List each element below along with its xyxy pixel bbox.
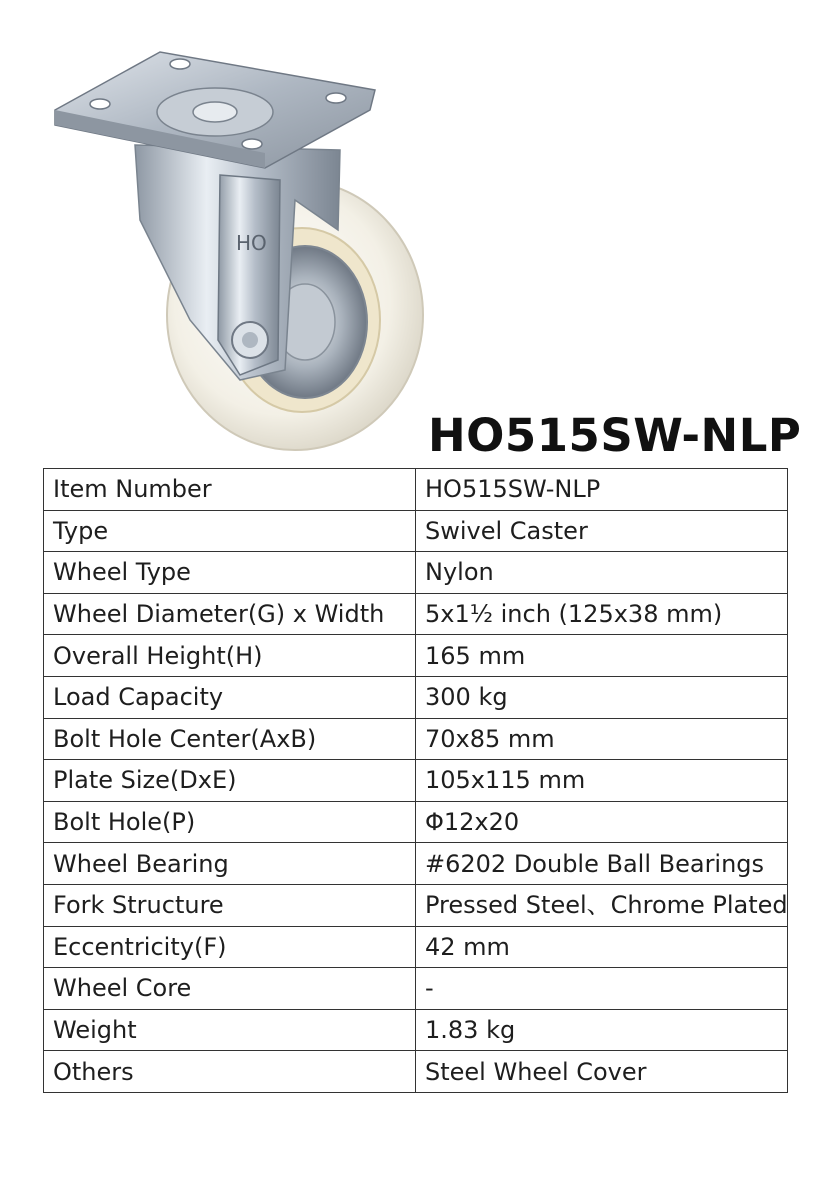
spec-value: Steel Wheel Cover — [416, 1051, 788, 1093]
caster-illustration — [40, 40, 440, 470]
bolt-hole — [90, 99, 110, 109]
spec-value: Φ12x20 — [416, 801, 788, 843]
fork-mark: HO — [236, 231, 267, 255]
spec-value: 70x85 mm — [416, 718, 788, 760]
table-row — [44, 676, 788, 718]
spec-label: Weight — [44, 1009, 416, 1051]
product-photo — [40, 40, 440, 470]
spec-label: Plate Size(DxE) — [44, 760, 416, 802]
spec-label: Overall Height(H) — [44, 635, 416, 677]
spec-value: 42 mm — [416, 926, 788, 968]
spec-value: 1.83 kg — [416, 1009, 788, 1051]
bolt-hole — [170, 59, 190, 69]
spec-value: 105x115 mm — [416, 760, 788, 802]
spec-label: Fork Structure — [44, 884, 416, 926]
table-row — [44, 718, 788, 760]
spec-label: Type — [44, 510, 416, 552]
table-row — [44, 801, 788, 843]
table-row — [44, 968, 788, 1010]
table-row — [44, 593, 788, 635]
table-row — [44, 1009, 788, 1051]
spec-value: 300 kg — [416, 676, 788, 718]
spec-value: - — [416, 968, 788, 1010]
spec-value: Nylon — [416, 552, 788, 594]
table-row — [44, 635, 788, 677]
product-title: HO515SW-NLP — [428, 409, 802, 462]
table-row — [44, 843, 788, 885]
spec-label: Others — [44, 1051, 416, 1093]
table-row — [44, 760, 788, 802]
bolt-hole — [326, 93, 346, 103]
spec-value: Swivel Caster — [416, 510, 788, 552]
spec-label: Wheel Core — [44, 968, 416, 1010]
table-row — [44, 552, 788, 594]
spec-label: Wheel Diameter(G) x Width — [44, 593, 416, 635]
spec-label: Wheel Type — [44, 552, 416, 594]
spec-value: 5x1½ inch (125x38 mm) — [416, 593, 788, 635]
table-row — [44, 469, 788, 511]
table-row — [44, 884, 788, 926]
spec-value: #6202 Double Ball Bearings — [416, 843, 788, 885]
table-row — [44, 510, 788, 552]
table-row — [44, 926, 788, 968]
spec-value: HO515SW-NLP — [416, 469, 788, 511]
spec-label: Wheel Bearing — [44, 843, 416, 885]
spec-label: Eccentricity(F) — [44, 926, 416, 968]
spec-table-body — [44, 469, 788, 1093]
spec-value: 165 mm — [416, 635, 788, 677]
spec-label: Bolt Hole Center(AxB) — [44, 718, 416, 760]
spec-label: Item Number — [44, 469, 416, 511]
spec-label: Bolt Hole(P) — [44, 801, 416, 843]
spec-label: Load Capacity — [44, 676, 416, 718]
spec-value: Pressed Steel、Chrome Plated — [416, 884, 788, 926]
spec-table — [43, 468, 788, 1093]
table-row — [44, 1051, 788, 1093]
bolt-hole — [242, 139, 262, 149]
